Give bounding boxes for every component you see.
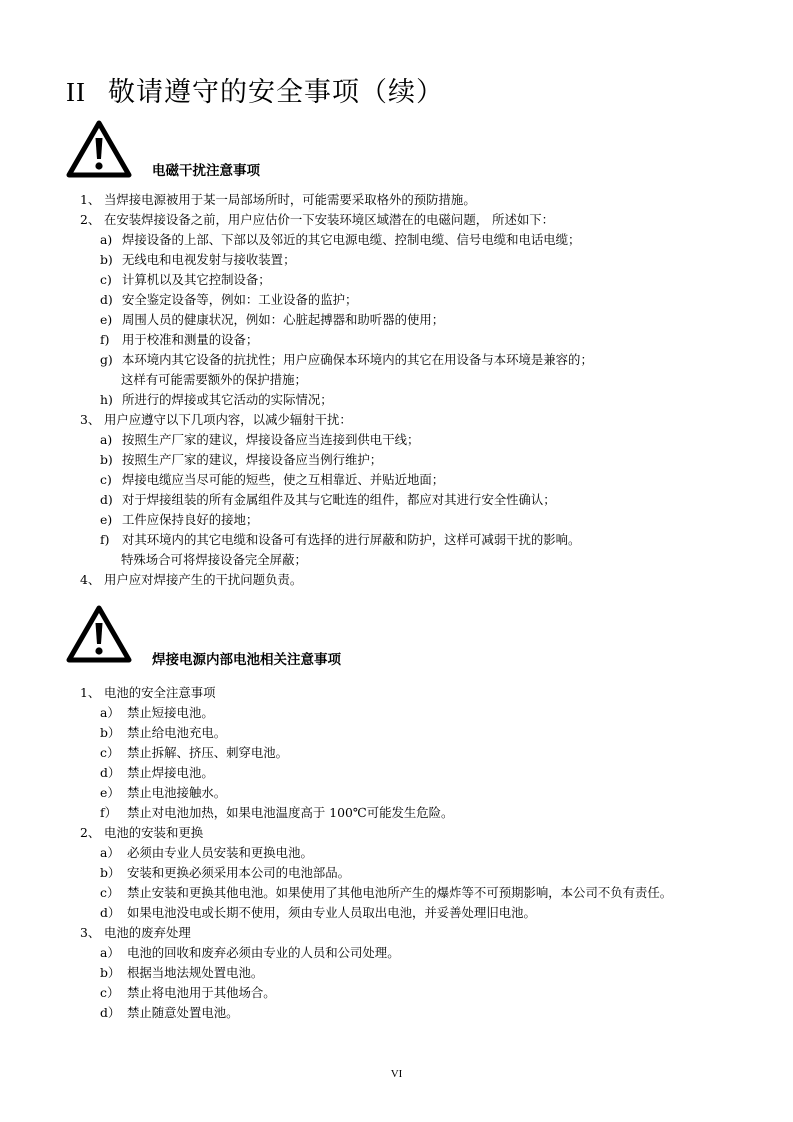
list-item	[80, 210, 554, 230]
list-item	[80, 923, 191, 943]
list-item-text: 禁止对电池加热，如果电池温度高于 100℃可能发生危险。	[127, 805, 454, 820]
list-item-text: 当焊接电源被用于某一局部场所时，可能需要采取格外的预防措施。	[104, 192, 476, 207]
sub-list-item	[100, 530, 580, 550]
list-item-text: 根据当地法规处置电池。	[127, 965, 264, 980]
list-marker: 4、	[80, 572, 101, 587]
sub-list-item	[100, 743, 288, 763]
list-marker: 2、	[80, 212, 101, 227]
sub-list-item	[100, 983, 276, 1003]
list-item	[80, 190, 476, 210]
sub-list-item	[100, 703, 214, 723]
sub-list-item	[100, 350, 593, 370]
list-item-text: 必须由专业人员安装和更换电池。	[127, 845, 313, 860]
list-item-text: 特殊场合可将焊接设备完全屏蔽；	[121, 552, 307, 567]
list-marker: 2、	[80, 825, 101, 840]
list-item-text: 如果电池没电或长期不使用，须由专业人员取出电池，并妥善处理旧电池。	[127, 905, 536, 920]
list-item	[80, 570, 302, 590]
page-title-text: 敬请遵守的安全事项（续）	[107, 77, 444, 108]
sub-list-item	[100, 863, 350, 883]
list-item-text: 禁止焊接电池。	[127, 765, 214, 780]
warning-triangle-icon	[66, 605, 132, 663]
list-marker: a）	[100, 945, 120, 960]
list-item-text: 对其环境内的其它电缆和设备可有选择的进行屏蔽和防护，这样可减弱干扰的影响。	[122, 532, 581, 547]
list-marker: a）	[100, 845, 120, 860]
sub-list-item	[100, 783, 226, 803]
list-marker: c）	[100, 745, 120, 760]
list-marker: f)	[100, 532, 110, 547]
sub-list-item	[100, 943, 400, 963]
list-marker: d）	[100, 765, 121, 780]
list-marker: c)	[100, 472, 112, 487]
sub-list-item	[100, 310, 444, 330]
list-item-text: 电池的回收和废弃必须由专业的人员和公司处理。	[127, 945, 400, 960]
list-item-text: 本环境内其它设备的抗扰性；用户应确保本环境内的其它在用设备与本环境是兼容的；	[122, 352, 593, 367]
sub-list-item	[100, 430, 419, 450]
sub-list-item	[100, 510, 258, 530]
list-marker: d）	[100, 1005, 121, 1020]
sub-list-item	[100, 903, 536, 923]
list-item-text: 用于校准和测量的设备；	[122, 332, 259, 347]
list-marker: c)	[100, 272, 112, 287]
sub-list-item	[100, 470, 444, 490]
list-item-text: 禁止拆解、挤压、刺穿电池。	[127, 745, 289, 760]
sub-list-item	[100, 390, 333, 410]
list-item-text: 用户应遵守以下几项内容，以减少辐射干扰：	[104, 412, 352, 427]
list-item-text: 对于焊接组装的所有金属组件及其与它毗连的组件，都应对其进行安全性确认；	[122, 492, 556, 507]
list-item-text: 安全鉴定设备等，例如：工业设备的监护；	[122, 292, 358, 307]
list-marker: e)	[100, 312, 113, 327]
sub-list-item	[100, 723, 226, 743]
list-marker: d)	[100, 292, 113, 307]
list-item-text: 所进行的焊接或其它活动的实际情况；	[122, 392, 333, 407]
list-item-text: 焊接设备的上部、下部以及邻近的其它电源电缆、控制电缆、信号电缆和电话电缆；	[122, 232, 581, 247]
list-item	[80, 683, 216, 703]
list-item-text: 电池的安全注意事项	[104, 685, 216, 700]
section-heading-emi: 电磁干扰注意事项	[152, 163, 260, 179]
list-item-text: 禁止将电池用于其他场合。	[127, 985, 276, 1000]
list-marker: f）	[100, 805, 117, 820]
list-item-text: 用户应对焊接产生的干扰问题负责。	[104, 572, 303, 587]
list-item-text: 禁止给电池充电。	[127, 725, 227, 740]
sub-list-item	[121, 370, 307, 390]
page-title-number: II	[66, 77, 86, 107]
list-item-text: 计算机以及其它控制设备；	[122, 272, 271, 287]
list-item-text: 按照生产厂家的建议，焊接设备应当例行维护；	[122, 452, 383, 467]
warning-triangle-icon	[66, 120, 132, 178]
list-item-text: 在安装焊接设备之前，用户应估价一下安装环境区域潜在的电磁问题， 所述如下：	[104, 212, 555, 227]
list-marker: 1、	[80, 685, 101, 700]
sub-list-item	[100, 843, 313, 863]
list-marker: e)	[100, 512, 113, 527]
list-item-text: 无线电和电视发射与接收装置；	[122, 252, 296, 267]
list-item	[80, 410, 352, 430]
sub-list-item	[121, 550, 307, 570]
list-marker: c）	[100, 885, 120, 900]
list-marker: 3、	[80, 412, 101, 427]
page-number: VI	[390, 1068, 403, 1080]
list-marker: h)	[100, 392, 113, 407]
sub-list-item	[100, 883, 672, 903]
list-item-text: 禁止短接电池。	[127, 705, 214, 720]
list-item-text: 这样有可能需要额外的保护措施；	[121, 372, 307, 387]
list-marker: b）	[100, 965, 121, 980]
list-marker: g)	[100, 352, 113, 367]
list-marker: a)	[100, 432, 113, 447]
sub-list-item	[100, 490, 556, 510]
list-marker: a）	[100, 705, 120, 720]
sub-list-item	[100, 803, 453, 823]
list-item-text: 按照生产厂家的建议，焊接设备应当连接到供电干线；	[122, 432, 420, 447]
list-item-text: 禁止随意处置电池。	[127, 1005, 239, 1020]
sub-list-item	[100, 963, 263, 983]
list-marker: d)	[100, 492, 113, 507]
list-marker: d）	[100, 905, 121, 920]
list-marker: b）	[100, 865, 121, 880]
sub-list-item	[100, 450, 382, 470]
list-marker: 3、	[80, 925, 101, 940]
list-item-text: 周围人员的健康状况，例如：心脏起搏器和助听器的使用；	[122, 312, 445, 327]
list-marker: b)	[100, 452, 113, 467]
list-marker: b)	[100, 252, 113, 267]
sub-list-item	[100, 250, 295, 270]
list-marker: c）	[100, 985, 120, 1000]
list-marker: e）	[100, 785, 120, 800]
list-marker: a)	[100, 232, 113, 247]
list-marker: b）	[100, 725, 121, 740]
list-item-text: 禁止安装和更换其他电池。如果使用了其他电池所产生的爆炸等不可预期影响，本公司不负有责任。	[127, 885, 673, 900]
list-marker: 1、	[80, 192, 101, 207]
page-title	[66, 70, 444, 109]
list-item-text: 电池的废弃处理	[104, 925, 191, 940]
list-item-text: 安装和更换必须采用本公司的电池部品。	[127, 865, 351, 880]
sub-list-item	[100, 290, 357, 310]
sub-list-item	[100, 763, 214, 783]
sub-list-item	[100, 270, 271, 290]
list-item-text: 工件应保持良好的接地；	[122, 512, 259, 527]
list-item-text: 焊接电缆应当尽可能的短些，使之互相靠近、并贴近地面；	[122, 472, 445, 487]
section-heading-battery: 焊接电源内部电池相关注意事项	[152, 652, 341, 668]
sub-list-item	[100, 230, 580, 250]
sub-list-item	[100, 1003, 239, 1023]
list-item	[80, 823, 203, 843]
list-item-text: 禁止电池接触水。	[127, 785, 227, 800]
list-item-text: 电池的安装和更换	[104, 825, 204, 840]
sub-list-item	[100, 330, 258, 350]
list-marker: f)	[100, 332, 110, 347]
